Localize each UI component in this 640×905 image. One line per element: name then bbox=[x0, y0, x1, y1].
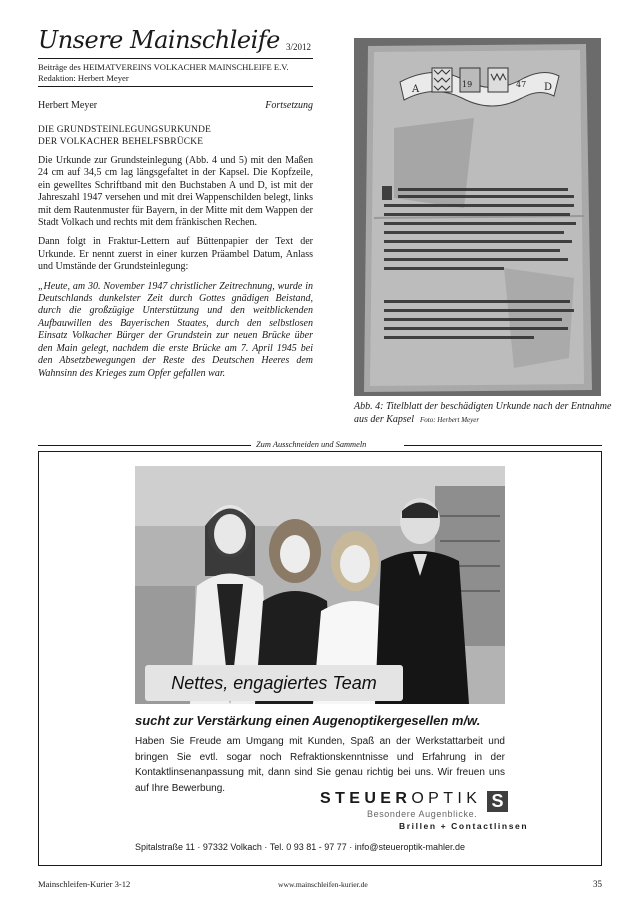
ad-banner-slogan: Nettes, engagiertes Team bbox=[145, 665, 403, 701]
article-body bbox=[38, 125, 313, 387]
document-photo bbox=[354, 38, 601, 396]
ad-body-text: Haben Sie Freude am Umgang mit Kunden, Spaß an der Werkstattarbeit und bringen Sie evtl. sogar noch Refraktionskenntnisse und Erfahrung in der Kontaktlinsenanpassung mit, dann sind Sie genau richtig bei uns. Wir freuen uns auf Ihre Bewerbung. bbox=[135, 736, 505, 794]
banner-letter-a: A bbox=[412, 84, 420, 95]
logo-wordmark-bold: STEUER bbox=[320, 790, 412, 807]
masthead bbox=[38, 26, 313, 87]
steueroptik-logo bbox=[320, 790, 529, 834]
page-number: 35 bbox=[593, 879, 602, 889]
heading-line-1: DIE GRUNDSTEINLEGUNGSURKUNDE bbox=[38, 125, 212, 135]
figure-caption bbox=[354, 401, 614, 426]
paragraph-2: Dann folgt in Fraktur-Lettern auf Büttenpapier der Text der Urkunde. Er nennt zuerst in einer kurzen Präambel Datum, Anlass und Umstände der Grundsteinlegung: bbox=[38, 236, 313, 273]
ad-contact-line: Spitalstraße 11 · 97332 Volkach · Tel. 0 93 81 - 97 77 · info@steueroptik-mahler.de bbox=[135, 842, 465, 852]
logo-s-icon: S bbox=[487, 791, 508, 812]
masthead-rule bbox=[38, 86, 313, 87]
logo-wordmark-thin: OPTIK bbox=[411, 790, 482, 807]
byline bbox=[38, 100, 313, 111]
divider-left bbox=[38, 445, 251, 446]
divider-right bbox=[404, 445, 602, 446]
article-heading bbox=[38, 125, 313, 148]
editor-line: Redaktion: Herbert Meyer bbox=[38, 73, 129, 83]
ad-headline: sucht zur Verstärkung einen Augenoptikergesellen m/w. bbox=[135, 713, 481, 728]
publisher-line: Beiträge des HEIMATVEREINS VOLKACHER MAINSCHLEIFE E.V. bbox=[38, 58, 313, 73]
logo-subline: Brillen + Contactlinsen bbox=[399, 821, 529, 831]
job-advertisement bbox=[38, 451, 602, 866]
banner-letter-d: D bbox=[544, 82, 553, 93]
publication-title: Unsere Mainschleife bbox=[38, 26, 280, 54]
paragraph-1: Die Urkunde zur Grundsteinlegung (Abb. 4 und 5) mit den Maßen 24 cm auf 34,5 cm lag längsgefaltet in der Kapsel. Die Kopfzeile, ein gewelltes Schriftband mit den Buchstaben A und D, ist mit der Jahreszahl 1947 versehen und mit drei Wappenschilden belegt, links mit dem Rautenmuster für Bayern, in der Mitte mit dem Wappen der Stadt Volkach und rechts mit dem fränkischen Rechen. bbox=[38, 155, 313, 229]
logo-wordmark bbox=[320, 790, 481, 808]
logo-tagline: Besondere Augenblicke. bbox=[367, 809, 478, 819]
footer-publication: Mainschleifen-Kurier 3-12 bbox=[38, 879, 131, 889]
banner-year-1: 19 bbox=[462, 80, 473, 89]
caption-text: Abb. 4: Titelblatt der beschädigten Urkunde nach der Entnahme aus der Kapsel bbox=[354, 401, 612, 425]
cut-line-divider bbox=[38, 440, 602, 450]
document-quote: „Heute, am 30. November 1947 christlicher Zeitrechnung, wurde in Deutschlands dunkelster Zeit durch Gottes gnädigen Beistand, durch die großzügige Unterstützung und den weitblickenden Aufbauwillen des Bayerischen Staates, durch den selbstlosen Einsatz Volkacher Bürger der Grundstein zur neuen Brücke über den Main gelegt, nachdem die erste Brücke am 7. April 1945 bei den Absetzbewegungen der Reste des Deutschen Heeres dem Wahnsinn des Krieges zum Opfer gefallen war. bbox=[38, 280, 313, 379]
author-name: Herbert Meyer bbox=[38, 100, 98, 111]
photo-credit: Foto: Herbert Meyer bbox=[420, 415, 480, 424]
banner-year-2: 47 bbox=[516, 80, 527, 89]
cut-line-label: Zum Ausschneiden und Sammeln bbox=[256, 440, 367, 449]
continuation-label: Fortsetzung bbox=[265, 100, 313, 111]
footer-website: www.mainschleifen-kurier.de bbox=[278, 880, 368, 889]
heading-line-2: DER VOLKACHER BEHELFSBRÜCKE bbox=[38, 136, 204, 147]
issue-number: 3/2012 bbox=[285, 42, 311, 52]
